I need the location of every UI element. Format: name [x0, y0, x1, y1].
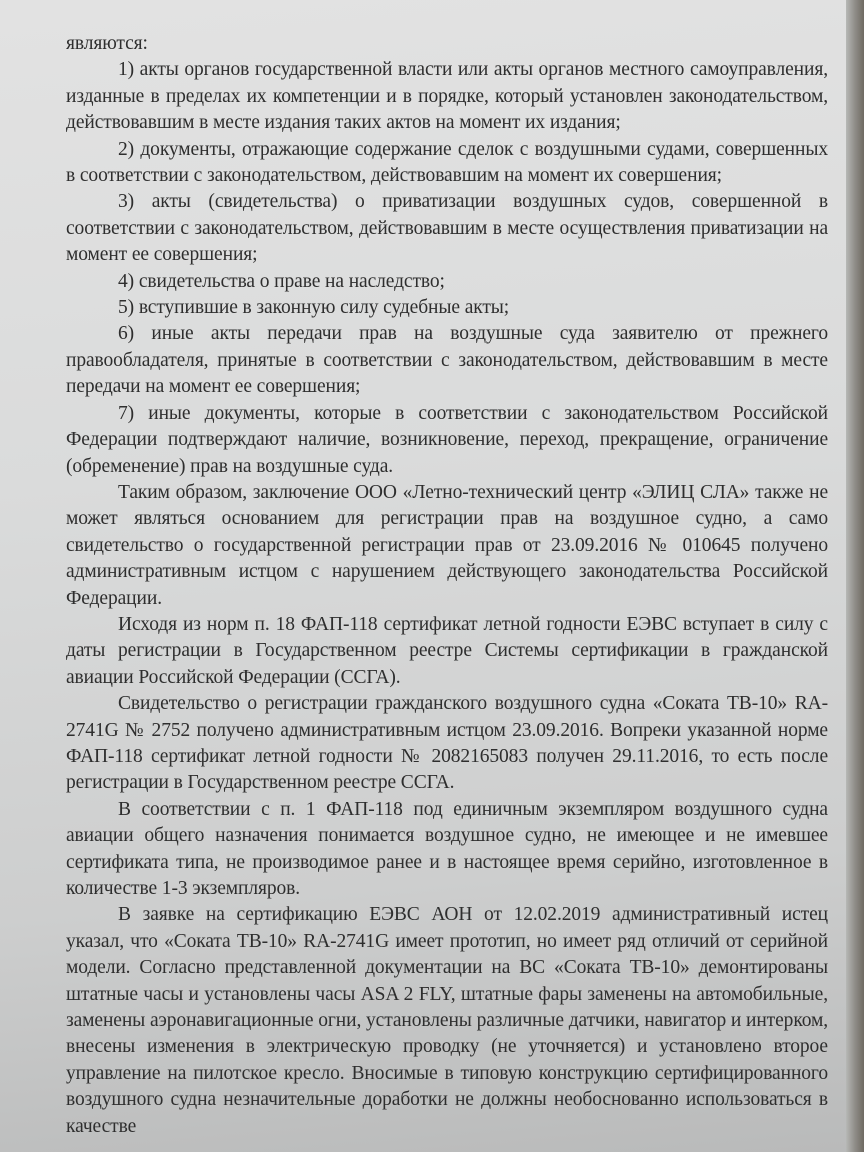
list-item-2: 2) документы, отражающие содержание сделок с воздушными судами, совершенных в соответствии с законодательством, действовавшим на момент их совершения; — [66, 138, 828, 187]
list-item-7: 7) иные документы, которые в соответствии с законодательством Российской Федерации подтверждают наличие, возникновение, переход, прекращение, ограничение (обременение) прав на воздушные суда. — [66, 402, 828, 477]
paragraph-application: В заявке на сертификацию ЕЭВС АОН от 12.02.2019 административный истец указал, что «Соката ТВ-10» RA-2741G имеет прототип, но имеет ряд отличий от серийной модели. Согласно представленной документации на ВС «Соката ТВ-10» демонтированы штатные часы и установлены часы ASA 2 FLY, штатные фары заменены на автомобильные, заменены аэронавигационные огни, установлены различные датчики, навигатор и интерком, внесены изменения в электрическую проводку (не уточняется) и установлено второе управление на пилотское кресло. Вносимые в типовую конструкцию сертифицированного воздушного судна незначительные доработки не должны необоснованно использоваться в качестве — [66, 904, 828, 1137]
paragraph-registration-certificate: Свидетельство о регистрации гражданского воздушного судна «Соката ТВ-10» RA-2741G № 2752 получено административным истцом 23.09.2016. Вопреки указанной норме ФАП-118 сертификат летной годности № 2082165083 получен 29.11.2016, то есть после регистрации в Государственном реестре ССГА. — [66, 693, 828, 794]
list-item-1: 1) акты органов государственной власти или акты органов местного самоуправления, изданные в пределах их компетенции и в порядке, который установлен законодательством, действовавшим в месте издания таких актов на момент их издания; — [66, 59, 828, 134]
paragraph-fap-18: Исходя из норм п. 18 ФАП-118 сертификат летной годности ЕЭВС вступает в силу с даты регистрации в Государственном реестре Системы сертификации в гражданской авиации Российской Федерации (ССГА). — [66, 613, 828, 688]
list-item-6: 6) иные акты передачи прав на воздушные суда заявителю от прежнего правообладателя, принятые в соответствии с законодательством, действовавшим в месте передачи на момент ее совершения; — [66, 323, 828, 398]
paragraph-conclusion: Таким образом, заключение ООО «Летно-технический центр «ЭЛИЦ СЛА» также не может являться основанием для регистрации прав на воздушное судно, а само свидетельство о государственной регистрации прав от 23.09.2016 № 010645 получено административным истцом с нарушением действующего законодательства Российской Федерации. — [66, 481, 828, 609]
document-body — [66, 31, 828, 1140]
list-item-3: 3) акты (свидетельства) о приватизации воздушных судов, совершенной в соответствии с законодательством, действовавшим в месте осуществления приватизации на момент ее совершения; — [66, 191, 828, 266]
list-item-5: 5) вступившие в законную силу судебные акты; — [118, 297, 510, 319]
page-edge-shadow — [846, 0, 864, 1152]
list-item-4: 4) свидетельства о праве на наследство; — [118, 270, 445, 292]
paragraph-fap-1: В соответствии с п. 1 ФАП-118 под единичным экземпляром воздушного судна авиации общего назначения понимается воздушное судно, не имеющее и не имевшее сертификата типа, не производимое ранее и в настоящее время серийно, изготовленное в количестве 1-3 экземпляров. — [66, 798, 828, 899]
paragraph-intro: являются: — [66, 33, 148, 54]
